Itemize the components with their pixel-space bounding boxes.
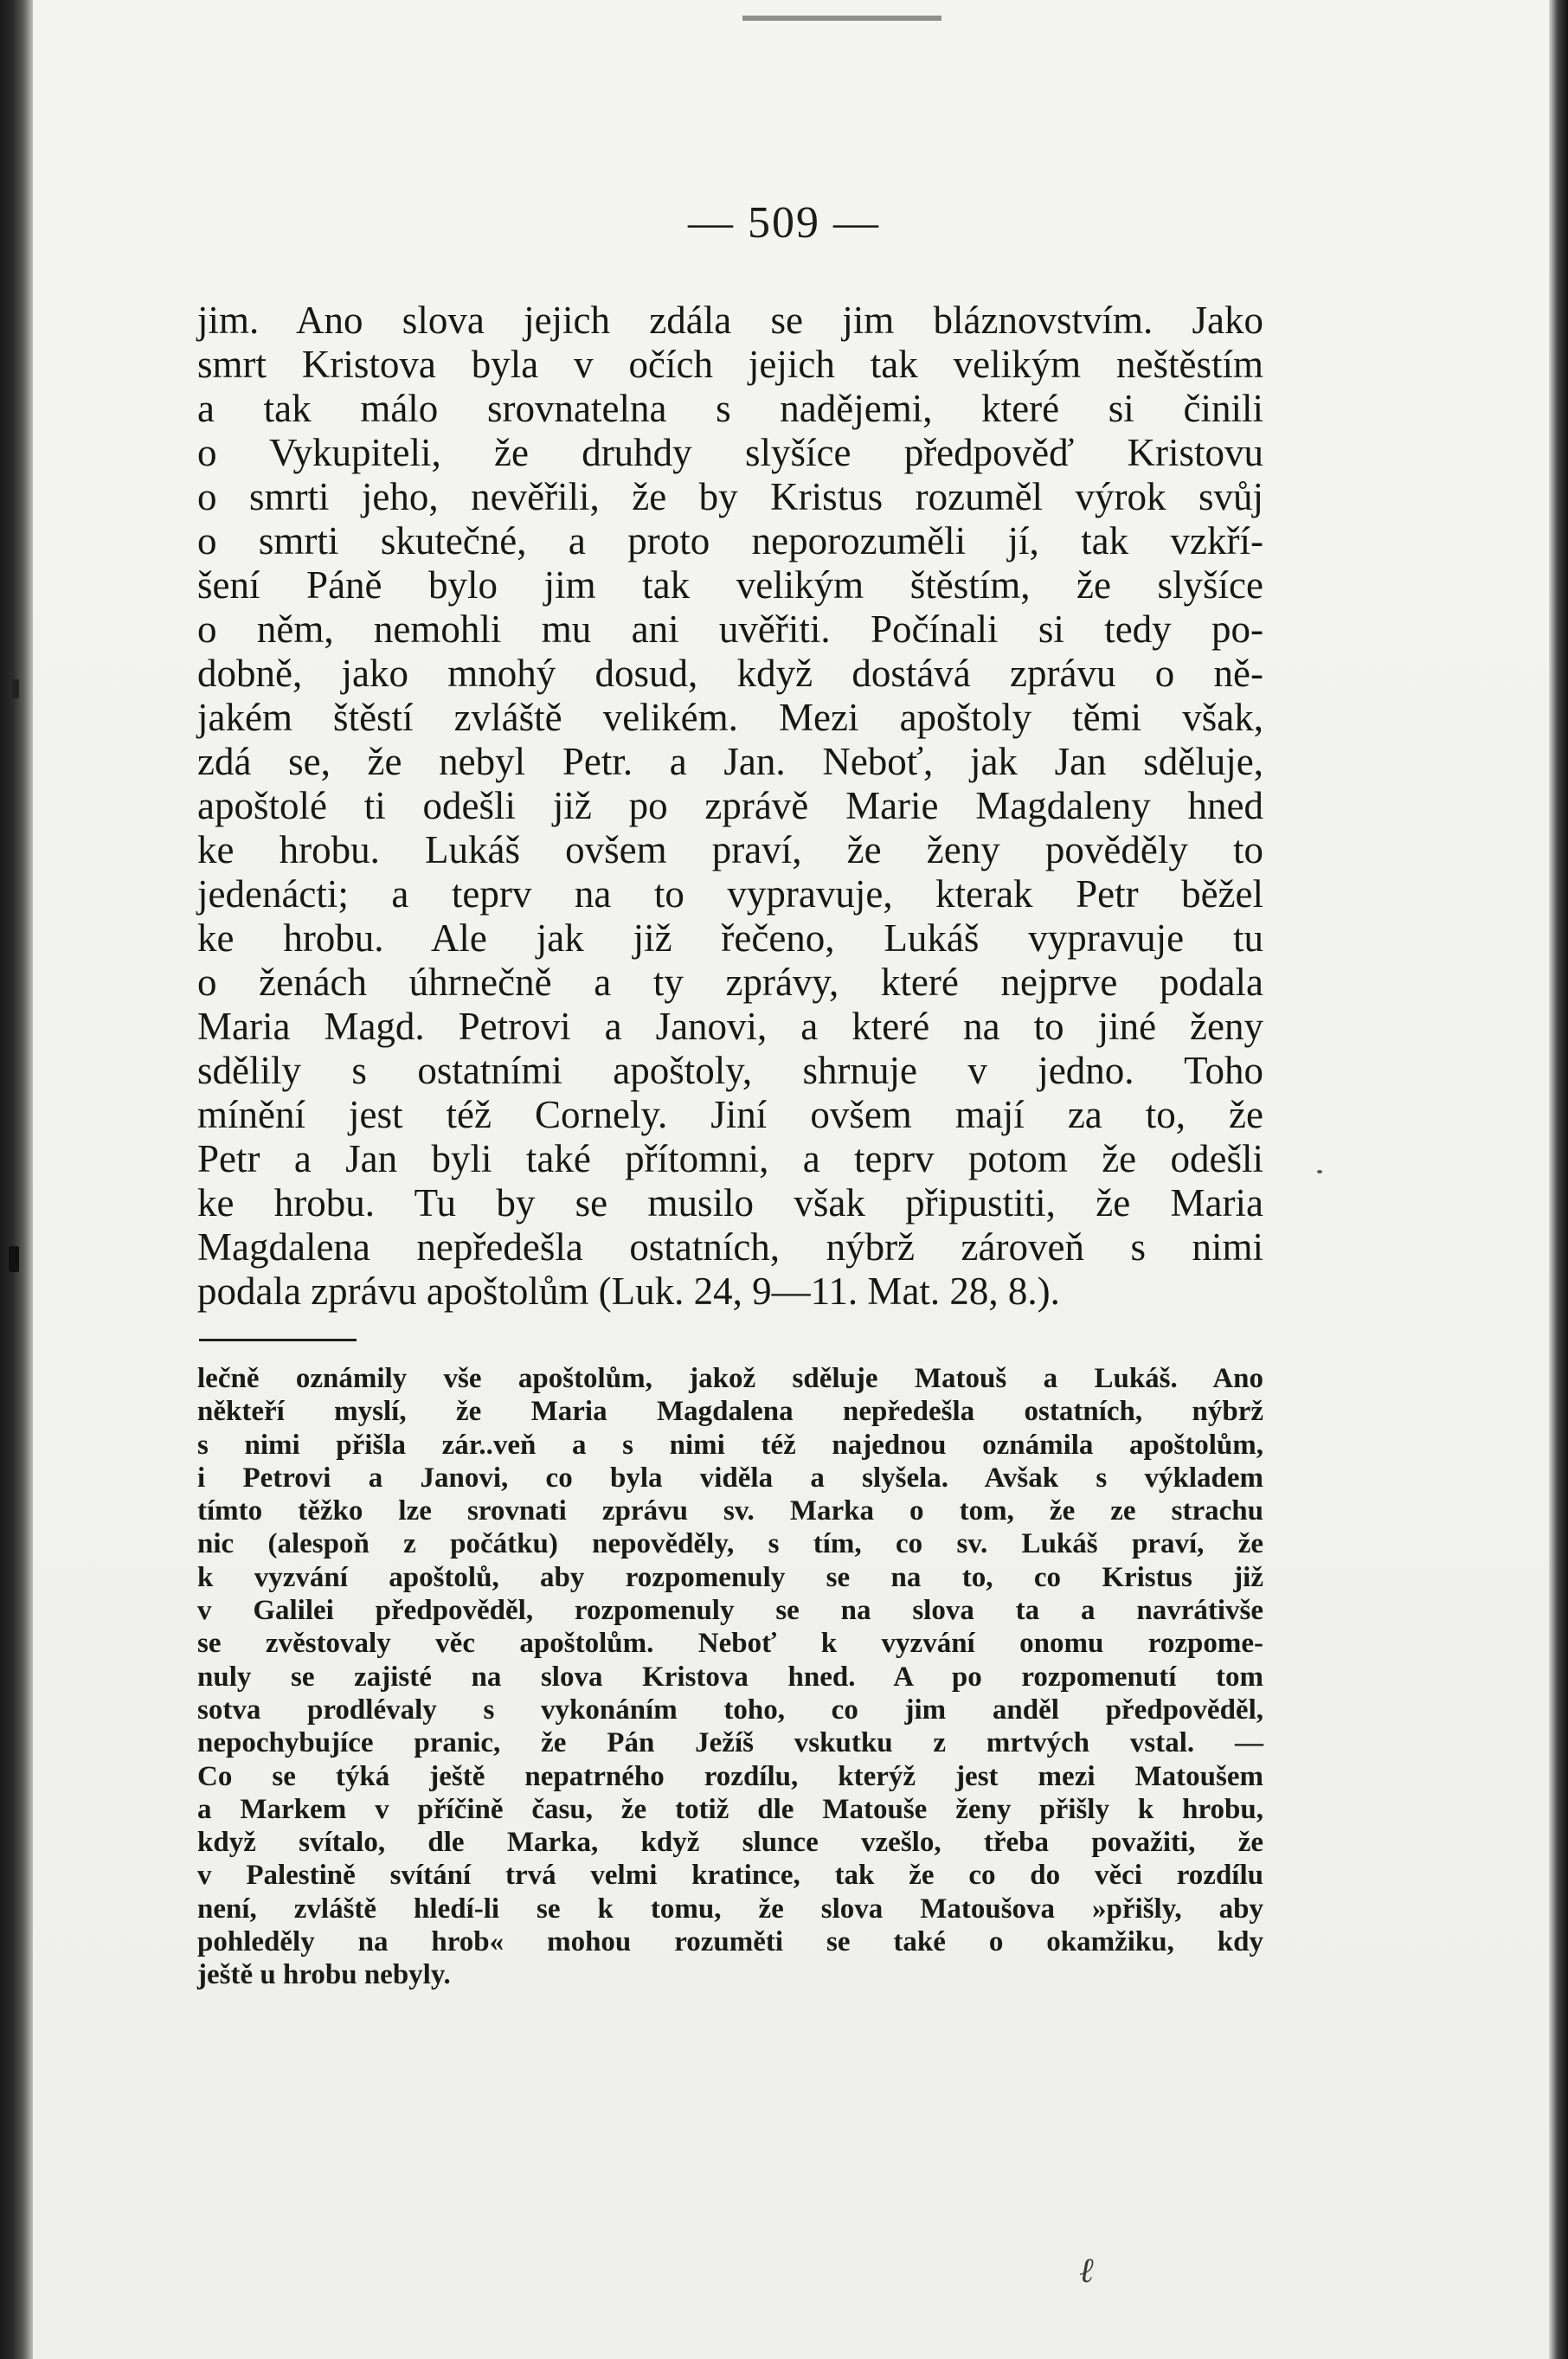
scan-artifact-top [742,16,941,21]
page-binding-shadow-left [0,0,33,2359]
footnote-line: není, zvláště hledí-li se k tomu, že slova Matoušova »přišly, aby [197,1893,1263,1925]
footnote-line: v Palestině svítání trvá velmi kratince, tak že co do věci rozdílu [197,1860,1263,1892]
footnote-divider [199,1339,357,1341]
scan-speck [9,1246,19,1272]
footnote-line: pohleděly na hrob« mohou rozuměti se také o okamžiku, kdy [197,1926,1263,1958]
scan-speck [1317,1170,1322,1173]
body-line: smrt Kristova byla v očích jejich tak velikým neštěstím [197,343,1263,386]
footnote-line: někteří myslí, že Maria Magdalena nepředešla ostatních, nýbrž [197,1396,1263,1428]
footnote-line: se zvěstovaly věc apoštolům. Neboť k vyzvání onomu rozpome- [197,1628,1263,1660]
footnote-line: nepochybujíce pranic, že Pán Ježíš vskutku z mrtvých vstal. — [197,1727,1263,1759]
body-line: podala zprávu apoštolům (Luk. 24, 9—11. Mat. 28, 8.). [197,1269,1060,1313]
body-line: Magdalena nepředešla ostatních, nýbrž zároveň s nimi [197,1225,1263,1269]
body-line: a tak málo srovnatelna s nadějemi, které si činili [197,387,1263,430]
body-line: o smrti jeho, nevěřili, že by Kristus rozuměl výrok svůj [197,475,1263,518]
body-line: o Vykupiteli, že druhdy slyšíce předpověď Kristovu [197,431,1263,474]
body-line: ke hrobu. Tu by se musilo však připustiti, že Maria [197,1181,1263,1224]
body-line: mínění jest též Cornely. Jiní ovšem mají za to, že [197,1093,1263,1136]
footnote-line: k vyzvání apoštolů, aby rozpomenuly se na to, co Kristus již [197,1561,1263,1593]
body-line: o něm, nemohli mu ani uvěřiti. Počínali si tedy po- [197,607,1263,651]
footnote-line: sotva prodlévaly s vykonáním toho, co jim anděl předpověděl, [197,1694,1263,1726]
body-line: dobně, jako mnohý dosud, když dostává zprávu o ně- [197,652,1263,695]
footnote-line: v Galilei předpověděl, rozpomenuly se na slova ta a navrátivše [197,1595,1263,1627]
footnote-line: s nimi přišla zár..veň a s nimi též najednou oznámila apoštolům, [197,1429,1263,1461]
footnote-text [197,1362,1263,1992]
page-number: — 509 — [688,198,880,247]
footnote-line: i Petrovi a Janovi, co byla viděla a slyšela. Avšak s výkladem [197,1462,1263,1494]
footnote-line: nic (alespoň z počátku) nepověděly, s tím, co sv. Lukáš praví, že [197,1528,1263,1560]
body-line: Maria Magd. Petrovi a Janovi, a které na to jiné ženy [197,1005,1263,1048]
main-body-text [197,299,1263,1314]
body-line: ke hrobu. Lukáš ovšem praví, že ženy pověděly to [197,828,1263,871]
page-edge-shadow-right [1549,0,1568,2359]
scan-speck [12,679,19,698]
body-line: ke hrobu. Ale jak již řečeno, Lukáš vypravuje tu [197,916,1263,960]
page-mark-bottom: ℓ [1079,2251,1094,2290]
footnote-line: ještě u hrobu nebyly. [197,1959,451,1991]
body-line: jim. Ano slova jejich zdála se jim bláznovstvím. Jako [197,299,1263,342]
body-line: jedenácti; a teprv na to vypravuje, kterak Petr běžel [197,872,1263,916]
body-line: apoštolé ti odešli již po zprávě Marie Magdaleny hned [197,784,1263,827]
footnote-line: Co se týká ještě nepatrného rozdílu, kterýž jest mezi Matoušem [197,1760,1263,1792]
footnote-line: lečně oznámily vše apoštolům, jakož sděluje Matouš a Lukáš. Ano [197,1363,1263,1394]
body-line: jakém štěstí zvláště velikém. Mezi apoštoly těmi však, [197,696,1263,739]
body-line: o ženách úhrnečně a ty zprávy, které nejprve podala [197,961,1263,1004]
footnote-line: tímto těžko lze srovnati zprávu sv. Marka o tom, že ze strachu [197,1495,1263,1527]
footnote-line: když svítalo, dle Marka, když slunce vzešlo, třeba považiti, že [197,1827,1263,1859]
footnote-line: a Markem v příčině času, že totiž dle Matouše ženy přišly k hrobu, [197,1793,1263,1825]
footnote-line: nuly se zajisté na slova Kristova hned. A po rozpomenutí tom [197,1661,1263,1693]
body-line: šení Páně bylo jim tak velikým štěstím, že slyšíce [197,563,1263,607]
body-line: o smrti skutečné, a proto neporozuměli jí, tak vzkří- [197,519,1263,562]
body-line: Petr a Jan byli také přítomni, a teprv potom že odešli [197,1137,1263,1180]
body-line: sdělily s ostatními apoštoly, shrnuje v jedno. Toho [197,1049,1263,1092]
body-line: zdá se, že nebyl Petr. a Jan. Neboť, jak Jan sděluje, [197,740,1263,783]
